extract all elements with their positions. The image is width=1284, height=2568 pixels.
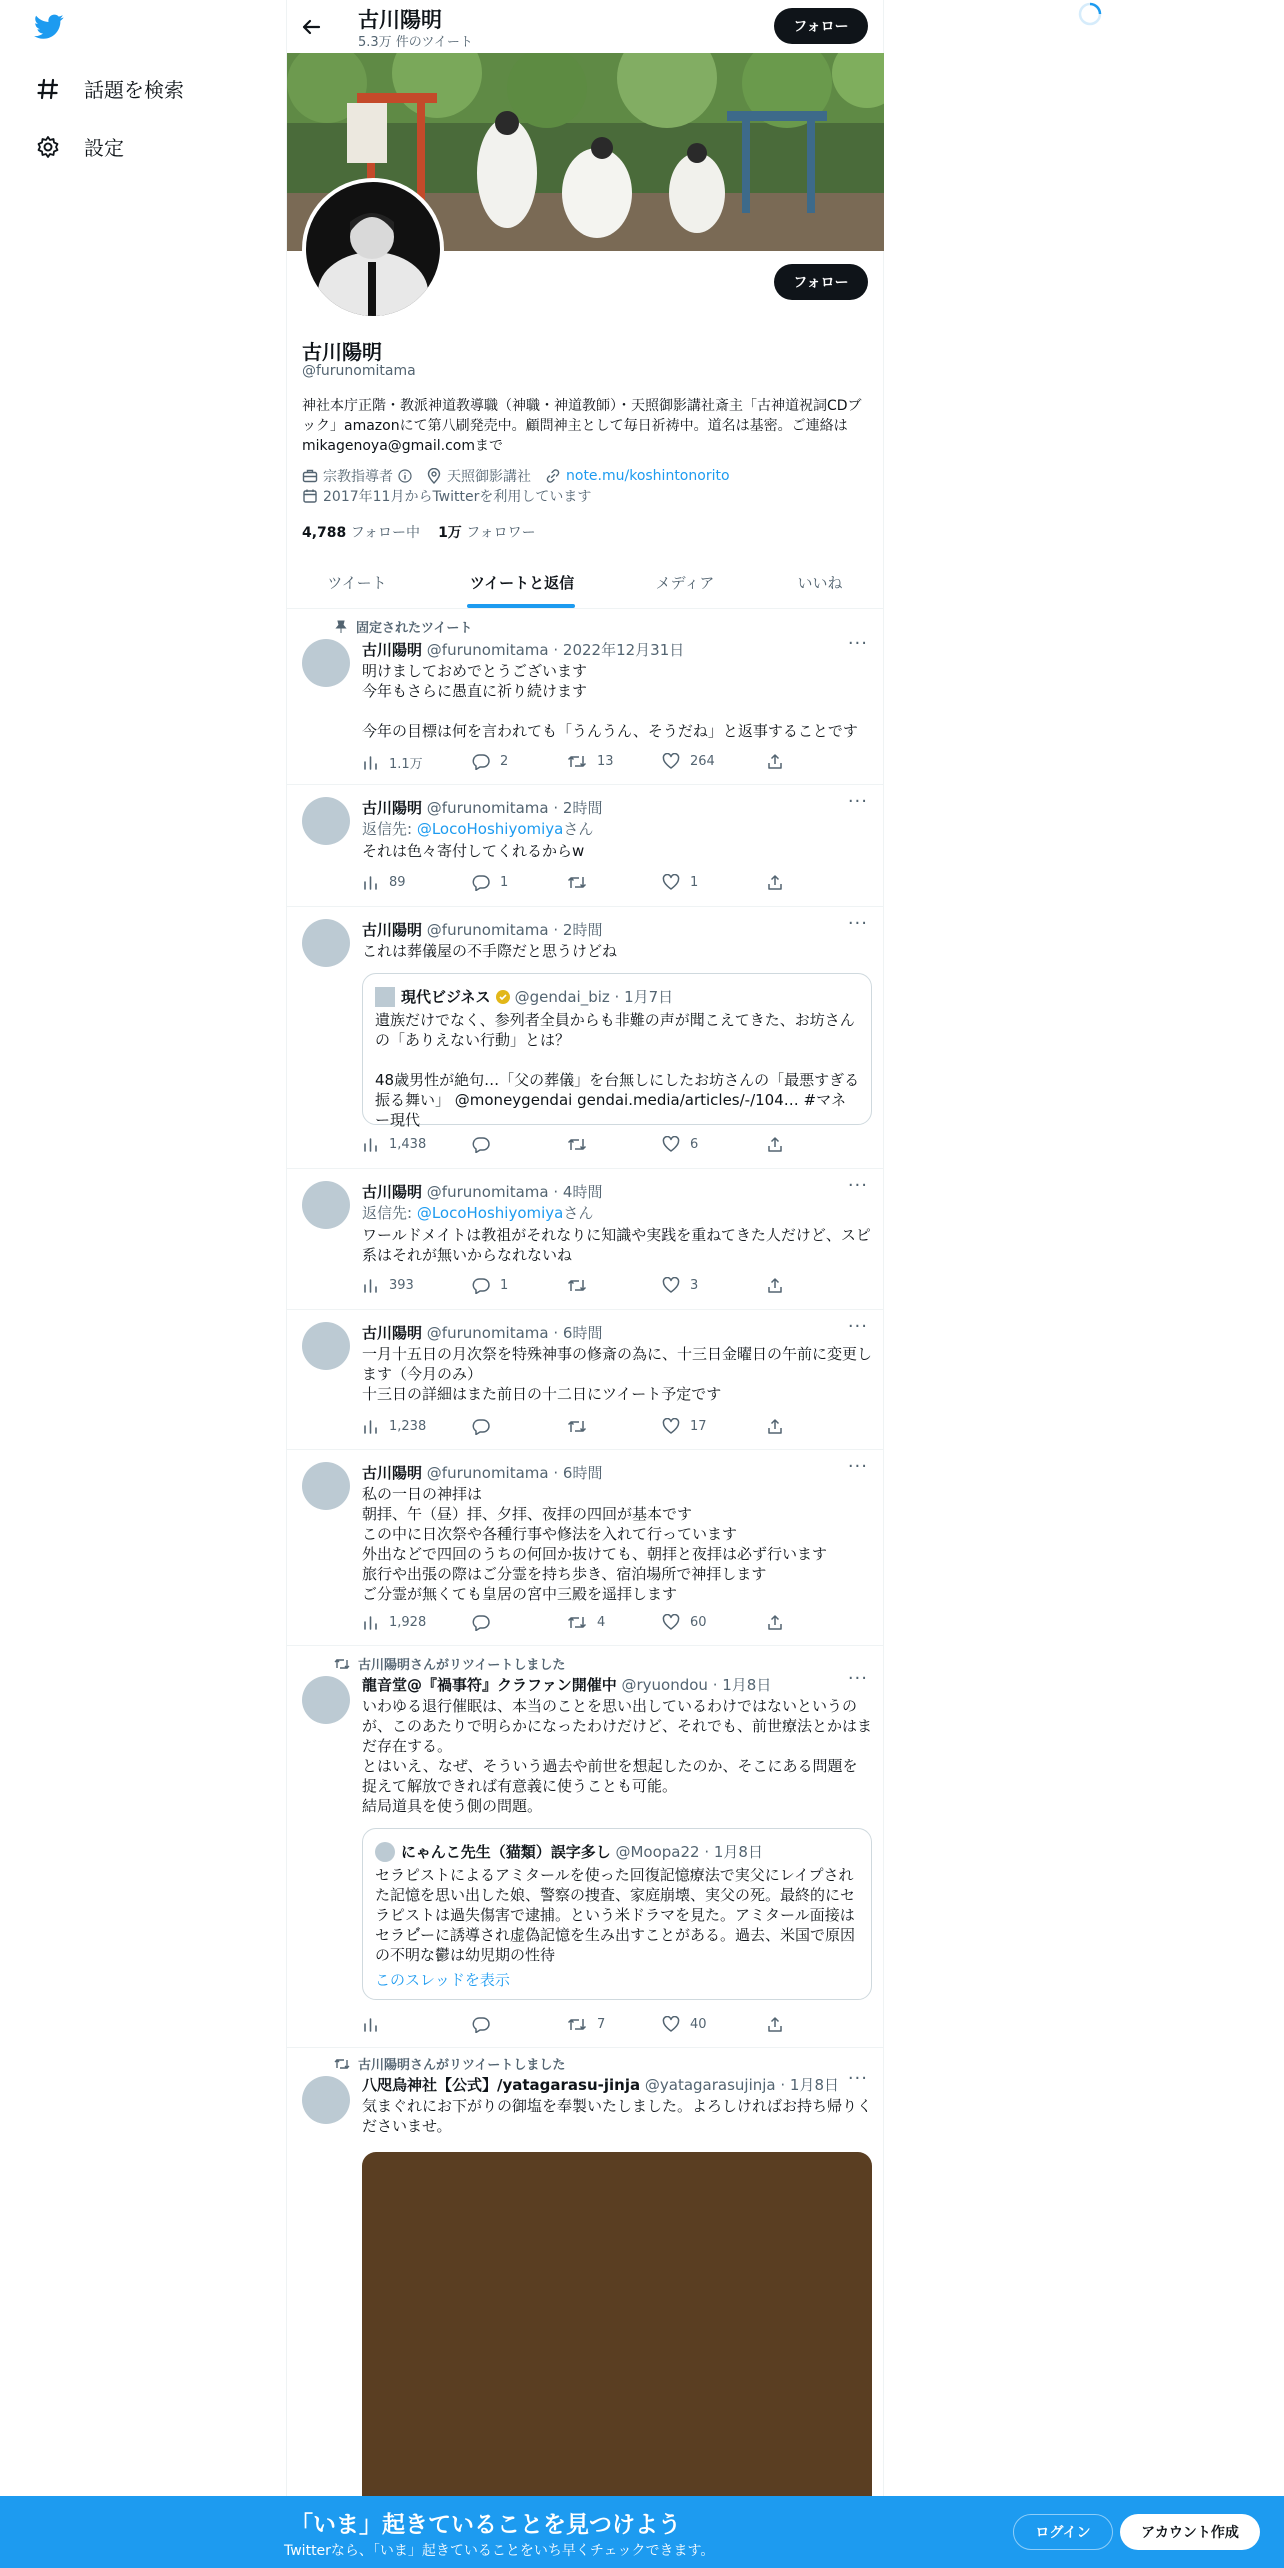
views-action[interactable] — [362, 1614, 426, 1631]
profile-link[interactable]: note.mu/koshintonorito — [566, 468, 730, 484]
pin-icon — [334, 620, 348, 634]
share-icon — [767, 1277, 793, 1294]
tweet[interactable] — [286, 1169, 884, 1310]
tab-likes[interactable]: いいね — [797, 574, 843, 592]
more-icon[interactable]: ··· — [847, 791, 868, 812]
tweet-header — [362, 797, 602, 818]
tweet-meta: @furunomitama · 2022年12月31日 — [426, 641, 685, 659]
replies-count: 2 — [500, 754, 509, 769]
tweet-line: 結局道具を使う側の問題。 — [362, 1797, 543, 1815]
tab-tweets-and-replies[interactable]: ツイートと返信 — [469, 574, 575, 592]
signup-prompt-bar — [0, 2496, 1284, 2568]
more-icon[interactable]: ··· — [847, 1456, 868, 1477]
views-icon — [362, 1614, 389, 1631]
tab-media[interactable]: メディア — [655, 574, 715, 592]
views-action[interactable] — [362, 1418, 426, 1435]
share-action[interactable] — [767, 753, 793, 770]
retweet-icon — [567, 2016, 597, 2033]
retweet-icon — [567, 1418, 597, 1435]
following-count: 4,788 — [302, 525, 347, 541]
share-action[interactable] — [767, 1277, 793, 1294]
share-icon — [767, 2016, 793, 2033]
tweet-line: 一月十五日の月次祭を特殊神事の修斎の為に、十三日金曜日の午前に変更します（今月のみ） — [362, 1345, 873, 1383]
tweet-line: いわゆる退行催眠は、本当のことを思い出しているわけではないというのが、このあたりで明らかになったわけだけど、それでも、前世療法とかはまだ存在する。 — [362, 1697, 873, 1755]
avatar[interactable] — [302, 1676, 350, 1724]
tweet-line: それは色々寄付してくれるからw — [362, 842, 585, 860]
likes-count: 264 — [690, 753, 715, 769]
tweet-actions — [362, 1277, 802, 1297]
tweet-text — [362, 941, 872, 961]
tweet-context-label: 固定されたツイート — [356, 621, 473, 636]
profile-category: 宗教指導者 — [323, 469, 393, 485]
more-icon[interactable]: ··· — [847, 2068, 868, 2089]
profile-name: 古川陽明 — [302, 340, 382, 364]
login-button[interactable]: ログイン — [1013, 2514, 1113, 2550]
replies-action[interactable] — [472, 753, 508, 770]
retweet-icon — [567, 1277, 597, 1294]
retweets-action[interactable] — [567, 2016, 605, 2033]
tweet-author[interactable]: 古川陽明 — [362, 1183, 423, 1201]
tweet-author[interactable]: 八咫烏神社【公式】/yatagarasu-jinja — [362, 2076, 641, 2094]
likes-action[interactable] — [662, 1418, 707, 1434]
like-icon — [662, 1277, 690, 1293]
profile-follow-button[interactable]: フォロー — [774, 264, 868, 300]
tweet-line: 気まぐれにお下がりの御塩を奉製いたしました。よろしければお持ち帰りくださいませ。 — [362, 2097, 873, 2135]
tweet-meta: @yatagarasujinja · 1月8日 — [644, 2076, 840, 2094]
share-icon — [767, 1136, 793, 1153]
avatar[interactable] — [302, 1322, 350, 1370]
like-icon — [662, 1614, 690, 1630]
views-action[interactable] — [362, 753, 423, 772]
tweet-line: 明けましておめでとうございます — [362, 662, 588, 680]
views-icon — [362, 1418, 389, 1435]
reply-to-handle[interactable]: @LocoHoshiyomiya — [416, 1204, 564, 1222]
followers-count: 1万 — [438, 525, 462, 541]
link-icon — [545, 468, 561, 484]
views-icon — [362, 754, 389, 771]
tweet-author[interactable]: 古川陽明 — [362, 921, 423, 939]
tweet-text — [362, 1484, 872, 1604]
followers-label: フォロワー — [466, 525, 536, 541]
retweet-icon — [567, 1614, 597, 1631]
tweet-line: とはいえ、なぜ、そういう過去や前世を想起したのか、そこにある問題を捉えて解放できれば有意義に使うことも可能。 — [362, 1757, 858, 1795]
tweet-line: ワールドメイトは教祖がそれなりに知識や実践を重ねてきた人だけど、スピ系はそれが無いからなれないね — [362, 1226, 871, 1264]
tweet-text — [362, 841, 872, 861]
more-icon[interactable]: ··· — [847, 633, 868, 654]
retweets-action[interactable] — [567, 1614, 605, 1631]
retweet-icon — [567, 1136, 597, 1153]
views-action[interactable] — [362, 2016, 389, 2033]
tweet-line: 朝拝、午（昼）拝、夕拝、夜拝の四回が基本です — [362, 1505, 693, 1523]
quote-author: 現代ビジネス — [401, 988, 491, 1006]
share-icon — [767, 753, 793, 770]
tweet-header — [362, 919, 602, 940]
tweet-meta: @furunomitama · 6時間 — [426, 1324, 603, 1342]
following-label: フォロー中 — [350, 525, 421, 541]
views-icon — [362, 1277, 389, 1294]
tweet-header — [362, 1181, 602, 1202]
quote-text — [375, 1010, 861, 1130]
views-count: 1.1万 — [389, 757, 423, 772]
hashtag-icon — [36, 77, 60, 101]
tweet-actions — [362, 1136, 802, 1156]
share-icon — [767, 1614, 793, 1631]
nav-explore[interactable] — [36, 74, 184, 103]
retweet-icon — [567, 753, 597, 770]
tweet-pinned[interactable] — [286, 609, 884, 785]
replies-action[interactable] — [472, 2016, 500, 2033]
replies-count: 1 — [500, 875, 509, 890]
tweet-header — [362, 1322, 602, 1343]
share-icon — [767, 1418, 793, 1435]
signup-button[interactable]: アカウント作成 — [1120, 2514, 1260, 2550]
likes-action[interactable] — [662, 1614, 707, 1630]
tweet-retweet[interactable] — [286, 1646, 884, 2048]
verified-badge-icon — [495, 989, 511, 1005]
views-action[interactable] — [362, 1277, 414, 1294]
retweets-count: 7 — [597, 2017, 606, 2032]
likes-action[interactable] — [662, 753, 715, 769]
back-arrow-icon[interactable] — [300, 16, 324, 40]
nav-settings-label: 設定 — [84, 136, 124, 160]
quote-tweet[interactable] — [362, 1828, 872, 2000]
tweet-line-blank — [362, 701, 872, 721]
quote-author: にゃんこ先生（猫類）誤字多し — [401, 1843, 611, 1861]
location-pin-icon — [426, 468, 442, 484]
tweet-text — [362, 2096, 872, 2136]
tweet[interactable] — [286, 785, 884, 907]
retweets-action[interactable] — [567, 1277, 597, 1294]
views-count: 1,928 — [389, 1615, 427, 1630]
reply-icon — [472, 874, 500, 891]
gear-icon — [36, 135, 60, 159]
avatar[interactable] — [302, 919, 350, 967]
avatar[interactable] — [302, 639, 350, 687]
retweet-icon — [567, 874, 597, 891]
tweet-line: 今年もさらに愚直に祈り続けます — [362, 682, 588, 700]
retweets-action[interactable] — [567, 753, 614, 770]
tweet-context — [334, 617, 472, 636]
views-action[interactable] — [362, 874, 406, 891]
views-icon — [362, 2016, 389, 2033]
briefcase-icon — [302, 468, 318, 484]
tweet-context-label: 古川陽明さんがリツイートしました — [358, 1658, 566, 1673]
replies-count: 1 — [500, 1278, 509, 1293]
retweets-count: 13 — [597, 754, 614, 769]
signup-prompt-title: 「いま」起きていることを見つけよう — [290, 2512, 681, 2538]
like-icon — [662, 1136, 690, 1152]
header-tweet-count: 5.3万 件のツイート — [358, 35, 473, 50]
views-icon — [362, 874, 389, 891]
tweet-meta: @furunomitama · 4時間 — [426, 1183, 603, 1201]
profile-joined-row — [302, 486, 591, 506]
quote-line-blank — [375, 1050, 861, 1070]
like-icon — [662, 2016, 690, 2032]
tweet-author[interactable]: 古川陽明 — [362, 799, 423, 817]
tweet-text — [362, 1696, 872, 1816]
views-count: 1,438 — [389, 1137, 427, 1152]
tweet-line: 十三日の詳細はまた前日の十二日にツイート予定です — [362, 1385, 722, 1403]
reply-icon — [472, 1277, 500, 1294]
share-action[interactable] — [767, 1418, 793, 1435]
likes-action[interactable] — [662, 874, 698, 890]
likes-count: 17 — [690, 1418, 707, 1434]
tweet-line: 旅行や出張の際はご分霊を持ち歩き、宿泊場所で神拝します — [362, 1565, 767, 1583]
likes-action[interactable] — [662, 1136, 698, 1152]
tweet-line: ご分霊が無くても皇居の宮中三殿を遥拝します — [362, 1585, 678, 1603]
retweet-icon — [334, 1657, 350, 1671]
loading-spinner-icon — [1078, 2, 1102, 26]
tweet-actions — [362, 2016, 802, 2036]
tweet-retweet[interactable] — [286, 2048, 884, 2496]
like-icon — [662, 753, 690, 769]
avatar[interactable] — [302, 797, 350, 845]
tweet-context — [334, 1654, 565, 1673]
quote-line: 48歳男性が絶句…「父の葬儀」を台無しにしたお坊さんの「最悪すぎる振る舞い」 @moneygendai gendai.media/articles/-/104… #マネー現代 — [375, 1071, 860, 1129]
replies-action[interactable] — [472, 1418, 500, 1435]
reply-icon — [472, 2016, 500, 2033]
replies-action[interactable] — [472, 1136, 500, 1153]
views-count: 1,238 — [389, 1419, 427, 1434]
tweet-author[interactable]: 古川陽明 — [362, 641, 423, 659]
calendar-icon — [302, 488, 318, 504]
header-follow-button[interactable]: フォロー — [774, 8, 868, 44]
twitter-logo-icon[interactable] — [34, 14, 66, 42]
views-count: 89 — [389, 875, 406, 890]
avatar[interactable] — [302, 1181, 350, 1229]
tweet-text — [362, 1225, 872, 1265]
tweet[interactable] — [286, 1310, 884, 1450]
tweet-meta: @furunomitama · 2時間 — [426, 799, 603, 817]
tweet-actions — [362, 1418, 802, 1438]
share-action[interactable] — [767, 1614, 793, 1631]
likes-count: 3 — [690, 1277, 699, 1293]
following-link[interactable] — [302, 522, 420, 542]
reply-to-handle[interactable]: @LocoHoshiyomiya — [416, 820, 564, 838]
share-action[interactable] — [767, 2016, 793, 2033]
reply-to-line — [362, 819, 872, 839]
tweet-author[interactable]: 龍音堂@『禍事符』クラファン開催中 — [362, 1676, 617, 1694]
reply-icon — [472, 1614, 500, 1631]
header-name: 古川陽明 — [358, 8, 442, 32]
profile-stats — [302, 522, 536, 542]
tweet-context-label: 古川陽明さんがリツイートしました — [358, 2058, 566, 2073]
tweet-line: 外出などで四回のうちの何回か抜けても、朝拝と夜拝は必ず行います — [362, 1545, 828, 1563]
tweet-media-image[interactable] — [362, 2152, 872, 2512]
quote-avatar — [375, 1842, 395, 1862]
nav-explore-label: 話題を検索 — [84, 78, 184, 102]
tweet-header — [362, 639, 684, 660]
tweet-line: 私の一日の神拝は — [362, 1485, 483, 1503]
retweets-action[interactable] — [567, 1418, 597, 1435]
reply-prefix: 返信先: — [362, 820, 417, 838]
tweet-actions — [362, 874, 802, 894]
tweet-header — [362, 1674, 771, 1695]
likes-count: 60 — [690, 1614, 707, 1630]
quote-avatar — [375, 987, 395, 1007]
show-thread-link[interactable]: このスレッドを表示 — [375, 1971, 510, 1989]
quote-text — [375, 1865, 861, 1965]
views-count: 393 — [389, 1278, 414, 1293]
quote-meta: @gendai_biz · 1月7日 — [514, 988, 674, 1006]
nav-settings[interactable] — [36, 132, 124, 161]
profile-avatar[interactable] — [302, 178, 444, 320]
tab-tweets[interactable]: ツイート — [327, 574, 387, 592]
tweet-author[interactable]: 古川陽明 — [362, 1464, 423, 1482]
tweet-text — [362, 661, 872, 741]
profile-meta-row — [302, 466, 868, 486]
retweet-icon — [334, 2057, 350, 2071]
tweet-line: これは葬儀屋の不手際だと思うけどね — [362, 942, 618, 960]
profile-handle: @furunomitama — [302, 363, 416, 379]
replies-action[interactable] — [472, 1614, 500, 1631]
avatar[interactable] — [302, 2076, 350, 2124]
quote-meta: @Moopa22 · 1月8日 — [615, 1843, 763, 1861]
tweet-meta: @ryuondou · 1月8日 — [621, 1676, 772, 1694]
reply-suffix: さん — [563, 1204, 594, 1222]
tweet-meta: @furunomitama · 6時間 — [426, 1464, 603, 1482]
retweets-action[interactable] — [567, 874, 597, 891]
more-icon[interactable]: ··· — [847, 913, 868, 934]
reply-to-line — [362, 1203, 872, 1223]
likes-count: 40 — [690, 2016, 707, 2032]
tweet-meta: @furunomitama · 2時間 — [426, 921, 603, 939]
views-icon — [362, 1136, 389, 1153]
retweets-action[interactable] — [567, 1136, 597, 1153]
more-icon[interactable]: ··· — [847, 1175, 868, 1196]
tweet-line: 今年の目標は何を言われても「うんうん、そうだね」と返事することです — [362, 722, 858, 740]
more-icon[interactable]: ··· — [847, 1668, 868, 1689]
like-icon — [662, 1418, 690, 1434]
tweet-actions — [362, 753, 802, 773]
quote-line: 遺族だけでなく、参列者全員からも非難の声が聞こえてきた、お坊さんの「ありえない行動」とは？ — [375, 1011, 855, 1049]
reply-icon — [472, 1418, 500, 1435]
views-action[interactable] — [362, 1136, 426, 1153]
profile-joined: 2017年11月からTwitterを利用しています — [323, 489, 592, 505]
share-icon — [767, 874, 793, 891]
avatar[interactable] — [302, 1462, 350, 1510]
quote-header — [375, 1841, 763, 1862]
reply-prefix: 返信先: — [362, 1204, 417, 1222]
likes-count: 6 — [690, 1136, 699, 1152]
reply-suffix: さん — [563, 820, 594, 838]
retweets-count: 4 — [597, 1615, 606, 1630]
share-action[interactable] — [767, 874, 793, 891]
reply-icon — [472, 753, 500, 770]
likes-count: 1 — [690, 874, 699, 890]
signup-prompt-subtitle: Twitterなら、「いま」起きていることをいち早くチェックできます。 — [284, 2543, 715, 2559]
tweet[interactable] — [286, 1450, 884, 1646]
reply-icon — [472, 1136, 500, 1153]
info-icon[interactable] — [398, 469, 412, 483]
more-icon[interactable]: ··· — [847, 1316, 868, 1337]
tweet-header — [362, 1462, 602, 1483]
replies-action[interactable] — [472, 1277, 508, 1294]
likes-action[interactable] — [662, 1277, 698, 1293]
quote-tweet[interactable] — [362, 973, 872, 1129]
tweet-line: この中に日次祭や各種行事や修法を入れて行っています — [362, 1525, 738, 1543]
tweet-author[interactable]: 古川陽明 — [362, 1324, 423, 1342]
tweet-context — [334, 2054, 565, 2073]
quote-line: セラピストによるアミタールを使った回復記憶療法で実父にレイプされた記憶を思い出した娘、警察の捜査、家庭崩壊、実父の死。最終的にセラピストは過失傷害で逮捕。という米ドラマを見た。アミタール面接はセラピ゙ーに誘導され虚偽記憶を生み出すことがある。過去、米国で原因の不明な鬱は幼児期の性待 — [375, 1866, 856, 1964]
replies-action[interactable] — [472, 874, 508, 891]
share-action[interactable] — [767, 1136, 793, 1153]
tweet[interactable] — [286, 907, 884, 1169]
followers-link[interactable] — [438, 522, 536, 542]
profile-location: 天照御影講社 — [447, 469, 531, 485]
tweet-actions — [362, 1614, 802, 1634]
quote-header — [375, 986, 673, 1007]
like-icon — [662, 874, 690, 890]
likes-action[interactable] — [662, 2016, 707, 2032]
tweet-text — [362, 1344, 872, 1404]
tweet-header — [362, 2074, 839, 2095]
profile-bio: 神社本庁正階・教派神道教導職（神職・神道教師）・天照御影講社斎主「古神道祝詞CDブック」amazonにて第八刷発売中。顧問神主として毎日祈祷中。道名は基密。ご連絡はmikagenoya@gmail.comまで — [302, 398, 862, 454]
